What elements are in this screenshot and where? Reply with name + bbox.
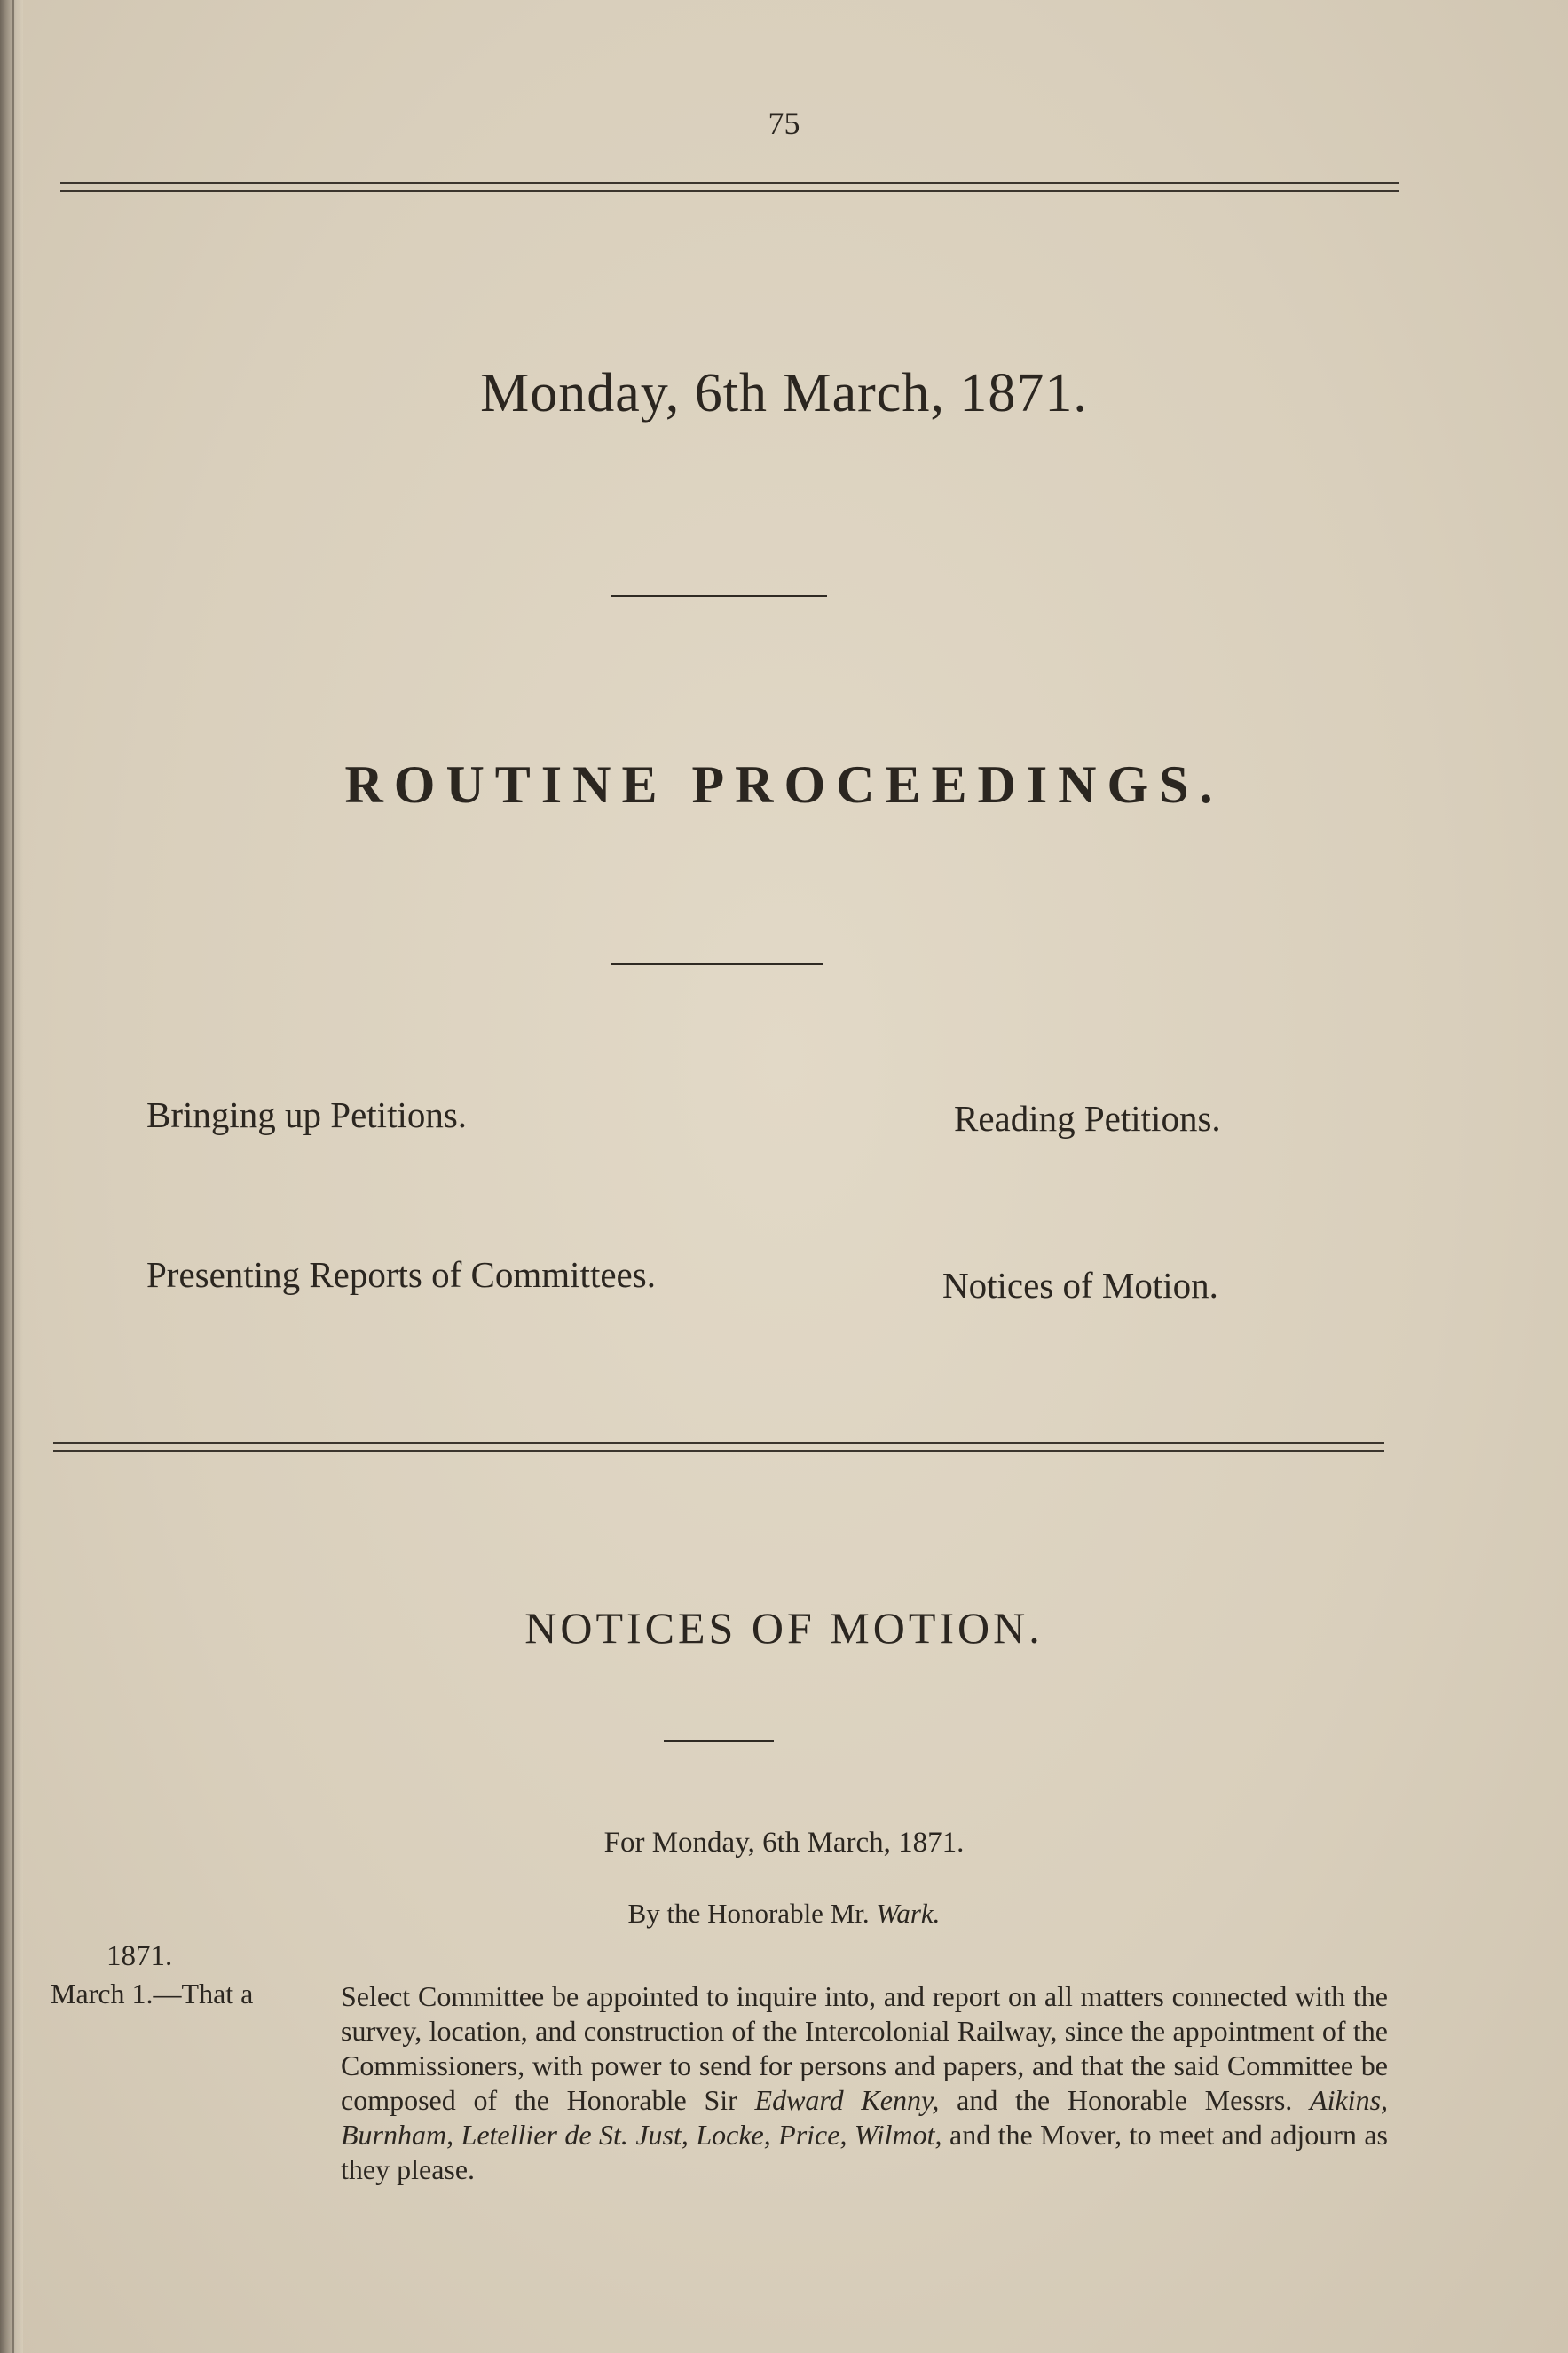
committee-member-kenny: Edward Kenny, — [754, 2084, 940, 2116]
divider-rule-3 — [664, 1740, 774, 1742]
for-date-line: For Monday, 6th March, 1871. — [603, 1827, 965, 1859]
book-binding-edge — [0, 0, 23, 2353]
routine-item-reading-petitions: Reading Petitions. — [954, 1098, 1221, 1139]
binding-line — [12, 0, 14, 2353]
mover-name: Wark. — [876, 1898, 941, 1929]
divider-rule-2 — [611, 963, 823, 965]
motion-text-part-1: Select Committee be appointed to inquire into, and report on all matters connected with the survey, location, and construction of the Intercolonial Railway, since the appointment of the Commissioners, with power to send for persons and papers, and that the said Committee be composed of the Honorable Sir — [341, 1980, 1388, 2116]
date-heading: Monday, 6th March, 1871. — [480, 363, 1088, 423]
committee-members-list: Aikins, Burnham, Letellier de St. Just, Locke, Price, Wilmot, — [341, 2084, 1389, 2151]
motion-date-lead: March 1.—That a — [51, 1978, 254, 2010]
page-number: 75 — [768, 106, 800, 141]
mover-prefix: By the Honorable Mr. — [627, 1898, 877, 1929]
motion-text — [341, 1979, 1388, 2187]
mover-line — [0, 1898, 1568, 1930]
motion-text-part-2: and the Honorable Messrs. — [939, 2084, 1311, 2116]
routine-proceedings-title: ROUTINE PROCEEDINGS. — [344, 755, 1224, 814]
top-double-rule — [60, 182, 1399, 192]
routine-item-presenting-reports: Presenting Reports of Committees. — [146, 1254, 656, 1295]
divider-rule-1 — [611, 595, 827, 597]
motion-text-part-3: and the Mover, to meet and adjourn as they please. — [341, 2119, 1389, 2185]
notices-of-motion-title: NOTICES OF MOTION. — [524, 1603, 1044, 1653]
motion-year: 1871. — [106, 1940, 173, 1972]
routine-item-notices-of-motion: Notices of Motion. — [942, 1265, 1218, 1306]
middle-double-rule — [53, 1442, 1384, 1452]
routine-item-bringing-petitions: Bringing up Petitions. — [146, 1094, 468, 1135]
